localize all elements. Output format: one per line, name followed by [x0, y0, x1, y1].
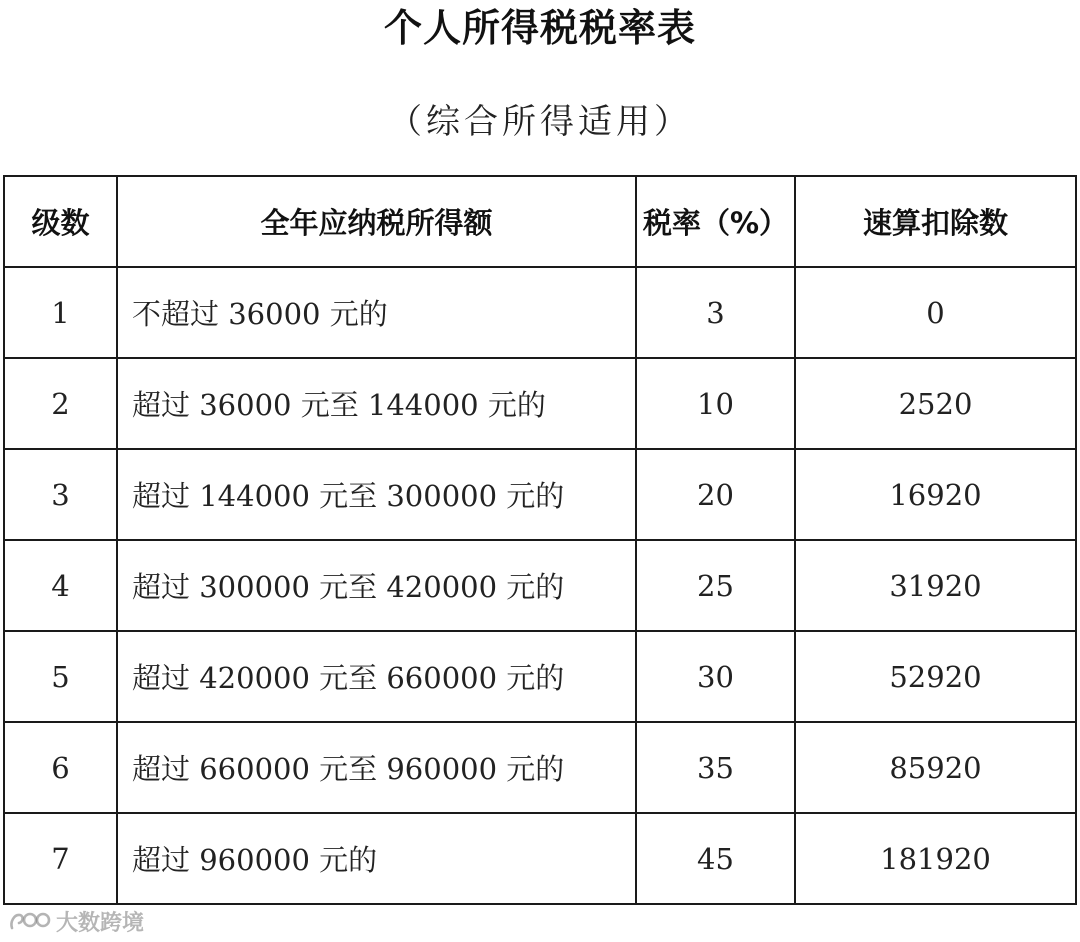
cell-rate: 30 [636, 631, 795, 722]
brand-logo-icon [8, 908, 52, 934]
cell-rate: 45 [636, 813, 795, 904]
table-header-row [4, 176, 1076, 267]
cell-level: 6 [4, 722, 117, 813]
cell-deduction: 181920 [795, 813, 1076, 904]
cell-level: 2 [4, 358, 117, 449]
cell-deduction: 2520 [795, 358, 1076, 449]
cell-range: 超过 420000 元至 660000 元的 [117, 631, 636, 722]
table-row [4, 540, 1076, 631]
tax-rate-table [3, 175, 1077, 905]
cell-rate: 3 [636, 267, 795, 358]
header-range: 全年应纳税所得额 [117, 176, 636, 267]
cell-range: 不超过 36000 元的 [117, 267, 636, 358]
cell-range: 超过 660000 元至 960000 元的 [117, 722, 636, 813]
cell-deduction: 31920 [795, 540, 1076, 631]
watermark [8, 906, 144, 936]
cell-level: 3 [4, 449, 117, 540]
cell-level: 5 [4, 631, 117, 722]
table-row [4, 449, 1076, 540]
cell-rate: 10 [636, 358, 795, 449]
table-row [4, 358, 1076, 449]
cell-level: 4 [4, 540, 117, 631]
cell-rate: 20 [636, 449, 795, 540]
page-title: 个人所得税税率表 [383, 6, 696, 50]
header-level: 级数 [4, 176, 117, 267]
table-row [4, 813, 1076, 904]
cell-range: 超过 36000 元至 144000 元的 [117, 358, 636, 449]
cell-rate: 35 [636, 722, 795, 813]
header-deduction: 速算扣除数 [795, 176, 1076, 267]
cell-rate: 25 [636, 540, 795, 631]
cell-range: 超过 960000 元的 [117, 813, 636, 904]
cell-deduction: 0 [795, 267, 1076, 358]
cell-deduction: 52920 [795, 631, 1076, 722]
table-row [4, 267, 1076, 358]
cell-range: 超过 300000 元至 420000 元的 [117, 540, 636, 631]
table-row [4, 722, 1076, 813]
header-rate: 税率（%） [636, 176, 795, 267]
cell-range: 超过 144000 元至 300000 元的 [117, 449, 636, 540]
page-subtitle: （综合所得适用） [388, 102, 692, 142]
watermark-text: 大数跨境 [56, 910, 145, 936]
table-row [4, 631, 1076, 722]
cell-deduction: 16920 [795, 449, 1076, 540]
cell-deduction: 85920 [795, 722, 1076, 813]
cell-level: 1 [4, 267, 117, 358]
cell-level: 7 [4, 813, 117, 904]
